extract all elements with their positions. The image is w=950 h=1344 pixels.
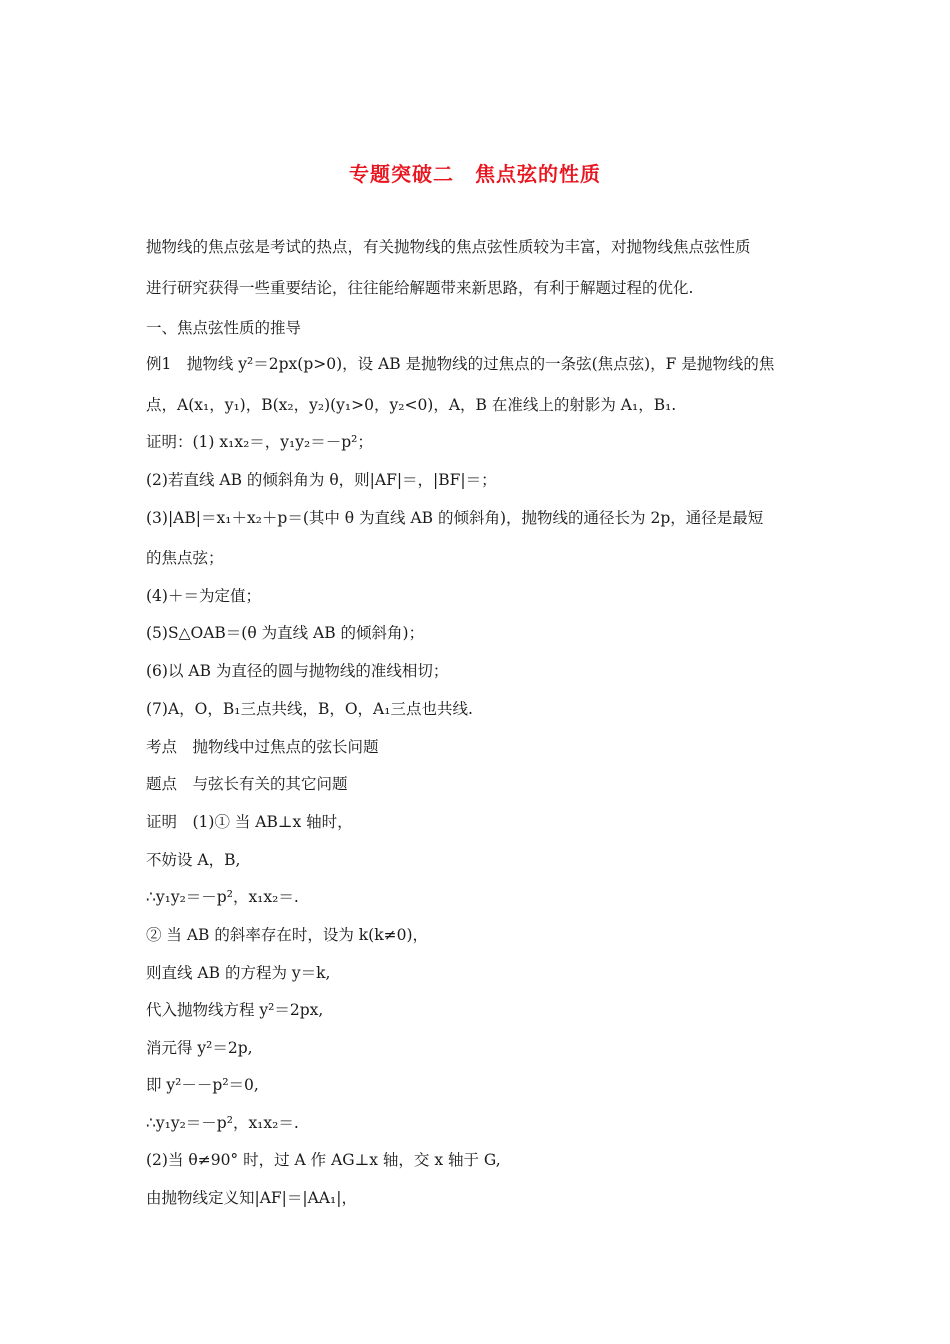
text-line: 抛物线的焦点弦是考试的热点，有关抛物线的焦点弦性质较为丰富，对抛物线焦点弦性质 xyxy=(146,238,751,256)
text-line: (7)A，O，B₁三点共线，B，O，A₁三点也共线. xyxy=(146,700,473,718)
text-line: (3)|AB|＝x₁＋x₂＋p＝(其中 θ 为直线 AB 的倾斜角)，抛物线的通径长为 2p，通径是最短 xyxy=(146,509,764,527)
text-line: 代入抛物线方程 y²＝2px, xyxy=(146,1001,324,1019)
text-line: (2)若直线 AB 的倾斜角为 θ，则|AF|＝，|BF|＝； xyxy=(146,471,497,489)
text-line: ∴y₁y₂＝－p²，x₁x₂＝. xyxy=(146,888,299,906)
text-line: 的焦点弦； xyxy=(146,549,224,567)
text-line: 证明 (1)① 当 AB⊥x 轴时， xyxy=(146,813,353,831)
text-line: 进行研究获得一些重要结论，往往能给解题带来新思路，有利于解题过程的优化. xyxy=(146,279,694,297)
text-line: 考点 抛物线中过焦点的弦长问题 xyxy=(146,738,379,756)
text-line: 例1 抛物线 y²＝2px(p>0)，设 AB 是抛物线的过焦点的一条弦(焦点弦)，F 是抛物线的焦 xyxy=(146,355,775,373)
text-line: 由抛物线定义知|AF|＝|AA₁|， xyxy=(146,1189,357,1207)
text-line: (6)以 AB 为直径的圆与抛物线的准线相切； xyxy=(146,662,449,680)
text-line: 则直线 AB 的方程为 y＝k, xyxy=(146,964,331,982)
text-line: 题点 与弦长有关的其它问题 xyxy=(146,775,348,793)
text-line: 不妨设 A，B, xyxy=(146,851,241,869)
text-line: 证明：(1) x₁x₂＝，y₁y₂＝－p²； xyxy=(146,433,373,451)
text-line: 即 y²－－p²＝0, xyxy=(146,1076,259,1094)
text-line: (2)当 θ≠90° 时，过 A 作 AG⊥x 轴，交 x 轴于 G, xyxy=(146,1151,501,1169)
text-line: 消元得 y²＝2p, xyxy=(146,1039,253,1057)
text-line: ∴y₁y₂＝－p²，x₁x₂＝. xyxy=(146,1114,299,1132)
page-title: 专题突破二 焦点弦的性质 xyxy=(349,162,601,186)
text-line: ② 当 AB 的斜率存在时，设为 k(k≠0)， xyxy=(146,926,429,944)
text-line: (5)S△OAB＝(θ 为直线 AB 的倾斜角)； xyxy=(146,624,425,642)
text-line: 点，A(x₁，y₁)，B(x₂，y₂)(y₁>0，y₂<0)，A，B 在准线上的射影为 A₁，B₁. xyxy=(146,396,677,414)
section-heading: 一、焦点弦性质的推导 xyxy=(146,319,302,337)
text-line: (4)＋＝为定值； xyxy=(146,587,261,605)
